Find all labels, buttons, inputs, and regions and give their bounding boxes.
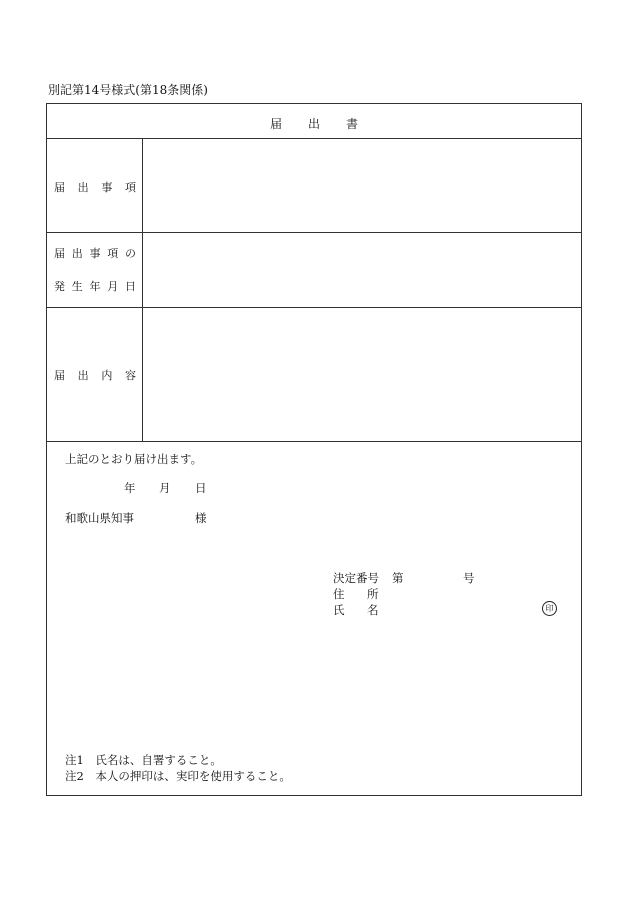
title-char: 書 <box>346 117 359 131</box>
notification-form <box>46 103 582 796</box>
form-title <box>47 115 581 132</box>
decision-number-label: 決定番号 <box>333 571 379 585</box>
occurrence-date-label-line1: 届 出 事 項 の <box>54 247 136 260</box>
divider <box>47 441 581 442</box>
column-divider <box>142 138 143 441</box>
divider <box>47 307 581 308</box>
address-label-1: 住 <box>333 587 345 601</box>
date-day: 日 <box>195 481 207 495</box>
addressee-honorific: 様 <box>195 511 207 525</box>
name-label-2: 名 <box>367 603 379 617</box>
occurrence-date-label-line2: 発 生 年 月 日 <box>54 280 136 293</box>
note-2: 注2 本人の押印は、実印を使用すること。 <box>65 769 291 783</box>
title-char: 出 <box>307 117 320 131</box>
address-label-2: 所 <box>367 587 379 601</box>
addressee-name: 和歌山県知事 <box>65 511 134 525</box>
date-year: 年 <box>124 481 136 495</box>
divider <box>47 232 581 233</box>
name-label-1: 氏 <box>333 603 345 617</box>
title-char: 届 <box>269 117 282 131</box>
divider <box>47 138 581 139</box>
note-1: 注1 氏名は、自署すること。 <box>65 753 222 767</box>
seal-mark-icon: 印 <box>542 601 557 616</box>
date-month: 月 <box>159 481 171 495</box>
notification-item-label: 届 出 事 項 <box>54 181 136 194</box>
decision-number-dai: 第 <box>392 571 404 585</box>
notification-content-label: 届 出 内 容 <box>54 369 136 382</box>
form-number-label: 別記第14号様式(第18条関係) <box>48 83 208 97</box>
decision-number-go: 号 <box>463 571 475 585</box>
statement-text: 上記のとおり届け出ます。 <box>65 452 203 466</box>
